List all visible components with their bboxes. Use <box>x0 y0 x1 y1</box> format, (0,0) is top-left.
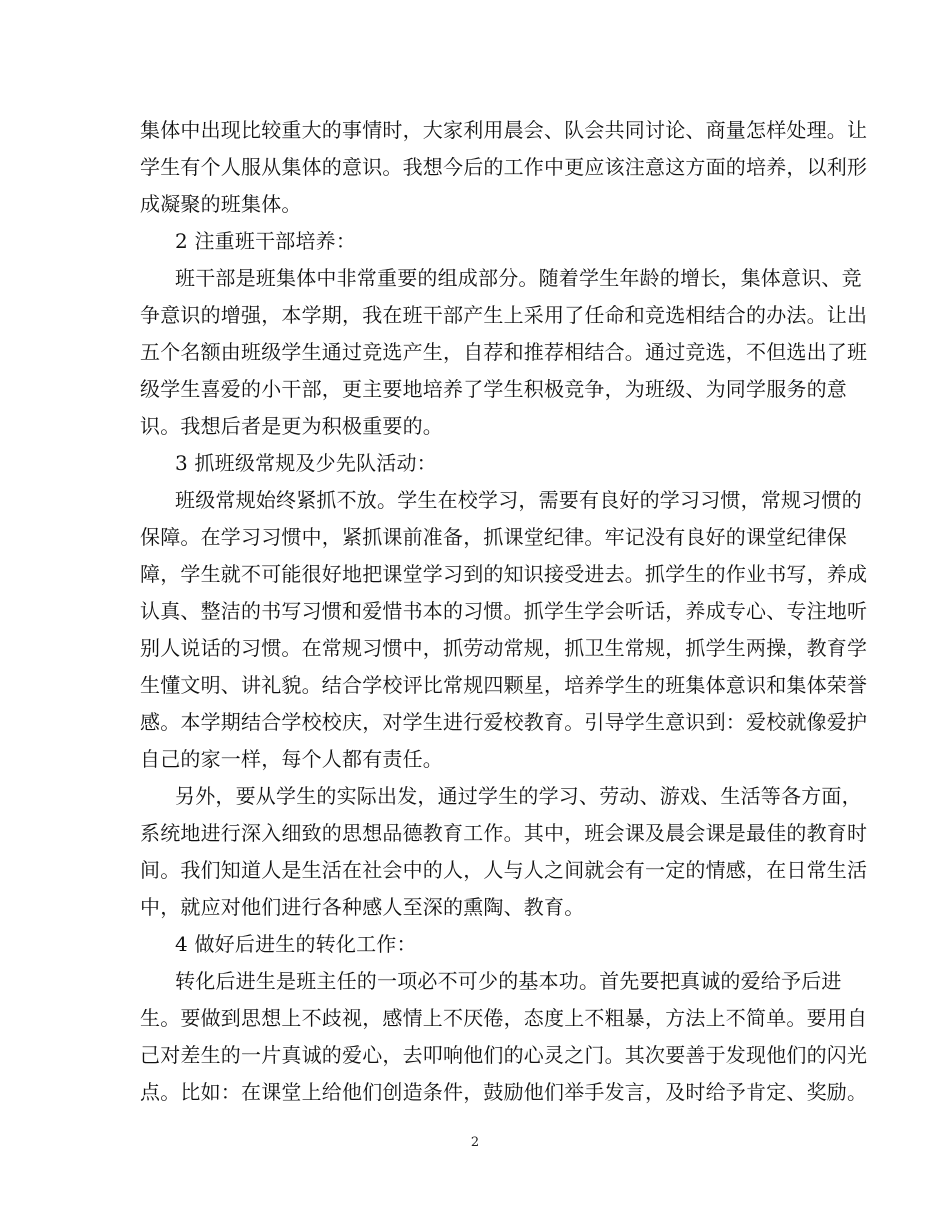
body-line: 另外，要从学生的实际出发，通过学生的学习、劳动、游戏、生活等各方面， <box>175 784 862 808</box>
section-heading: 2 注重班干部培养： <box>175 229 357 253</box>
body-line: 班级常规始终紧抓不放。学生在校学习，需要有良好的学习习惯，常规习惯的 <box>175 488 862 512</box>
body-line: 级学生喜爱的小干部，更主要地培养了学生积极竞争，为班级、为同学服务的意 <box>140 377 847 401</box>
body-line: 识。我想后者是更为积极重要的。 <box>140 414 443 438</box>
section-heading: 4 做好后进生的转化工作： <box>175 932 417 956</box>
body-line: 转化后进生是班主任的一项必不可少的基本功。首先要把真诚的爱给予后进 <box>175 969 842 993</box>
body-line: 感。本学期结合学校校庆，对学生进行爱校教育。引导学生意识到：爱校就像爱护 <box>140 710 868 734</box>
body-line: 认真、整洁的书写习惯和爱惜书本的习惯。抓学生学会听话，养成专心、专注地听 <box>140 599 868 623</box>
body-line: 中，就应对他们进行各种感人至深的熏陶、教育。 <box>140 895 585 919</box>
body-line: 己对差生的一片真诚的爱心，去叩响他们的心灵之门。其次要善于发现他们的闪光 <box>140 1043 868 1067</box>
body-line: 保障。在学习习惯中，紧抓课前准备，抓课堂纪律。牢记没有良好的课堂纪律保 <box>140 525 847 549</box>
body-line: 学生有个人服从集体的意识。我想今后的工作中更应该注意这方面的培养，以利形 <box>140 155 868 179</box>
section-heading: 3 抓班级常规及少先队活动： <box>175 451 437 475</box>
body-line: 系统地进行深入细致的思想品德教育工作。其中，班会课及晨会课是最佳的教育时 <box>140 821 868 845</box>
document-body <box>140 112 868 1111</box>
body-line: 生懂文明、讲礼貌。结合学校评比常规四颗星，培养学生的班集体意识和集体荣誉 <box>140 673 868 697</box>
body-line: 别人说话的习惯。在常规习惯中，抓劳动常规，抓卫生常规，抓学生两操，教育学 <box>140 636 868 660</box>
body-line: 生。要做到思想上不歧视，感情上不厌倦，态度上不粗暴，方法上不简单。要用自 <box>140 1006 868 1030</box>
body-line: 点。比如：在课堂上给他们创造条件，鼓励他们举手发言，及时给予肯定、奖励。 <box>140 1080 868 1104</box>
body-line: 成凝聚的班集体。 <box>140 192 302 216</box>
body-line: 五个名额由班级学生通过竞选产生，自荐和推荐相结合。通过竞选，不但选出了班 <box>140 340 868 364</box>
body-line: 集体中出现比较重大的事情时，大家利用晨会、队会共同讨论、商量怎样处理。让 <box>140 118 868 142</box>
body-line: 障，学生就不可能很好地把课堂学习到的知识接受进去。抓学生的作业书写，养成 <box>140 562 868 586</box>
body-line: 自己的家一样，每个人都有责任。 <box>140 747 443 771</box>
body-line: 班干部是班集体中非常重要的组成部分。随着学生年龄的增长，集体意识、竞 <box>175 266 862 290</box>
body-line: 争意识的增强，本学期，我在班干部产生上采用了任命和竞选相结合的办法。让出 <box>140 303 868 327</box>
body-line: 间。我们知道人是生活在社会中的人，人与人之间就会有一定的情感，在日常生活 <box>140 858 868 882</box>
page-number: 2 <box>470 1135 480 1150</box>
